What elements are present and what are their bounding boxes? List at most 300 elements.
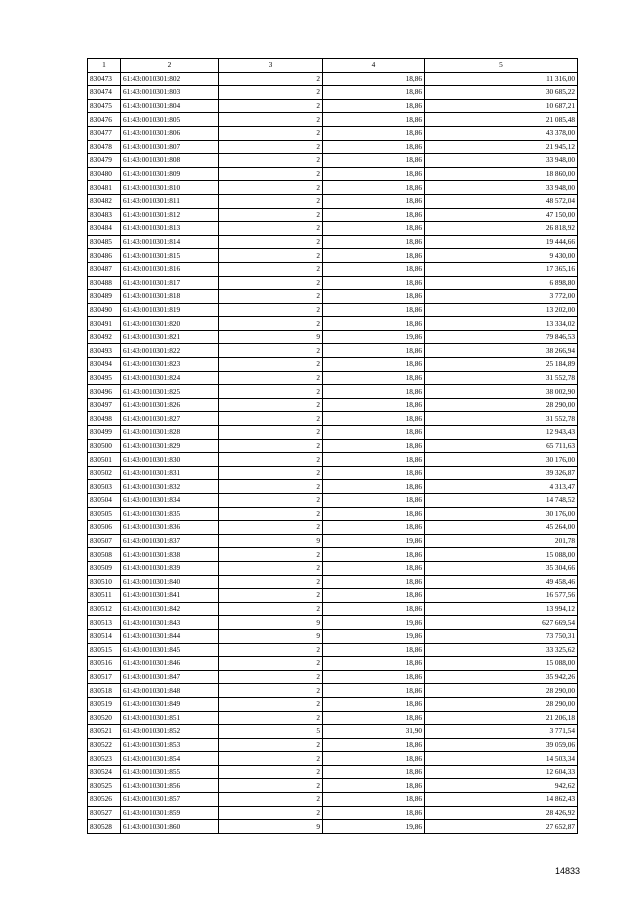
cadastral-number-cell: 61:43:0010301:838 — [121, 548, 219, 562]
column-4-cell: 18,86 — [323, 344, 425, 358]
table-row — [88, 616, 578, 630]
column-4-cell: 31,90 — [323, 725, 425, 739]
cadastral-number-cell: 61:43:0010301:828 — [121, 426, 219, 440]
table-row — [88, 643, 578, 657]
row-id-cell: 830479 — [88, 154, 121, 168]
row-id-cell: 830493 — [88, 344, 121, 358]
cadastral-number-cell: 61:43:0010301:823 — [121, 358, 219, 372]
row-id-cell: 830509 — [88, 561, 121, 575]
column-5-cell: 18 860,00 — [425, 167, 578, 181]
cadastral-number-cell: 61:43:0010301:817 — [121, 276, 219, 290]
column-4-cell: 18,86 — [323, 684, 425, 698]
table-row — [88, 684, 578, 698]
cadastral-number-cell: 61:43:0010301:830 — [121, 453, 219, 467]
column-4-cell: 18,86 — [323, 480, 425, 494]
column-3-cell: 2 — [219, 398, 323, 412]
column-5-cell: 79 846,53 — [425, 330, 578, 344]
column-4-cell: 18,86 — [323, 657, 425, 671]
cadastral-number-cell: 61:43:0010301:835 — [121, 507, 219, 521]
column-4-cell: 18,86 — [323, 793, 425, 807]
column-5-cell: 3 772,00 — [425, 290, 578, 304]
row-id-cell: 830527 — [88, 806, 121, 820]
table-row — [88, 86, 578, 100]
column-5-cell: 28 426,92 — [425, 806, 578, 820]
cadastral-number-cell: 61:43:0010301:832 — [121, 480, 219, 494]
table-row — [88, 602, 578, 616]
column-4-cell: 18,86 — [323, 249, 425, 263]
cadastral-number-cell: 61:43:0010301:822 — [121, 344, 219, 358]
row-id-cell: 830473 — [88, 72, 121, 86]
column-5-cell: 48 572,04 — [425, 194, 578, 208]
cadastral-number-cell: 61:43:0010301:853 — [121, 738, 219, 752]
column-3-cell: 2 — [219, 453, 323, 467]
column-5-cell: 33 325,62 — [425, 643, 578, 657]
row-id-cell: 830525 — [88, 779, 121, 793]
column-4-cell: 18,86 — [323, 697, 425, 711]
row-id-cell: 830514 — [88, 629, 121, 643]
column-5-cell: 39 326,87 — [425, 466, 578, 480]
column-5-cell: 627 669,54 — [425, 616, 578, 630]
table-row — [88, 126, 578, 140]
row-id-cell: 830502 — [88, 466, 121, 480]
column-3-cell: 2 — [219, 589, 323, 603]
row-id-cell: 830474 — [88, 86, 121, 100]
cadastral-number-cell: 61:43:0010301:824 — [121, 371, 219, 385]
cadastral-number-cell: 61:43:0010301:814 — [121, 235, 219, 249]
column-4-cell: 18,86 — [323, 548, 425, 562]
column-5-cell: 17 365,16 — [425, 262, 578, 276]
column-5-cell: 33 948,00 — [425, 154, 578, 168]
table-row — [88, 330, 578, 344]
table-row — [88, 575, 578, 589]
column-3-cell: 2 — [219, 262, 323, 276]
cadastral-number-cell: 61:43:0010301:807 — [121, 140, 219, 154]
cadastral-number-cell: 61:43:0010301:859 — [121, 806, 219, 820]
row-id-cell: 830491 — [88, 317, 121, 331]
row-id-cell: 830477 — [88, 126, 121, 140]
column-4-cell: 18,86 — [323, 303, 425, 317]
column-4-cell: 19,86 — [323, 820, 425, 834]
row-id-cell: 830522 — [88, 738, 121, 752]
column-3-cell: 2 — [219, 194, 323, 208]
column-4-cell: 18,86 — [323, 602, 425, 616]
cadastral-number-cell: 61:43:0010301:836 — [121, 521, 219, 535]
column-5-cell: 31 552,78 — [425, 371, 578, 385]
column-5-cell: 38 002,90 — [425, 385, 578, 399]
row-id-cell: 830488 — [88, 276, 121, 290]
table-row — [88, 222, 578, 236]
cadastral-number-cell: 61:43:0010301:855 — [121, 765, 219, 779]
table-row — [88, 453, 578, 467]
column-4-cell: 18,86 — [323, 765, 425, 779]
column-4-cell: 18,86 — [323, 113, 425, 127]
row-id-cell: 830510 — [88, 575, 121, 589]
column-3-cell: 2 — [219, 86, 323, 100]
column-5-cell: 28 290,00 — [425, 684, 578, 698]
column-4-cell: 18,86 — [323, 426, 425, 440]
column-5-cell: 19 444,66 — [425, 235, 578, 249]
row-id-cell: 830483 — [88, 208, 121, 222]
table-row — [88, 371, 578, 385]
column-3-cell: 2 — [219, 412, 323, 426]
column-5-cell: 16 577,56 — [425, 589, 578, 603]
column-4-cell: 18,86 — [323, 99, 425, 113]
cadastral-number-cell: 61:43:0010301:842 — [121, 602, 219, 616]
column-4-cell: 18,86 — [323, 711, 425, 725]
table-row — [88, 303, 578, 317]
table-row — [88, 779, 578, 793]
column-5-cell: 21 085,48 — [425, 113, 578, 127]
column-5-cell: 13 202,00 — [425, 303, 578, 317]
column-3-cell: 9 — [219, 820, 323, 834]
row-id-cell: 830516 — [88, 657, 121, 671]
table-row — [88, 317, 578, 331]
column-3-cell: 2 — [219, 466, 323, 480]
column-5-cell: 12 604,33 — [425, 765, 578, 779]
table-row — [88, 344, 578, 358]
cadastral-number-cell: 61:43:0010301:806 — [121, 126, 219, 140]
column-4-cell: 18,86 — [323, 398, 425, 412]
column-4-cell: 18,86 — [323, 806, 425, 820]
table-row — [88, 412, 578, 426]
column-header: 4 — [323, 59, 425, 73]
row-id-cell: 830494 — [88, 358, 121, 372]
table-row — [88, 99, 578, 113]
column-3-cell: 2 — [219, 167, 323, 181]
cadastral-number-cell: 61:43:0010301:848 — [121, 684, 219, 698]
table-row — [88, 752, 578, 766]
row-id-cell: 830498 — [88, 412, 121, 426]
column-5-cell: 27 652,87 — [425, 820, 578, 834]
column-4-cell: 18,86 — [323, 643, 425, 657]
column-5-cell: 39 059,06 — [425, 738, 578, 752]
column-3-cell: 2 — [219, 765, 323, 779]
column-5-cell: 4 313,47 — [425, 480, 578, 494]
row-id-cell: 830520 — [88, 711, 121, 725]
row-id-cell: 830515 — [88, 643, 121, 657]
cadastral-number-cell: 61:43:0010301:856 — [121, 779, 219, 793]
column-5-cell: 33 948,00 — [425, 181, 578, 195]
table-row — [88, 657, 578, 671]
row-id-cell: 830504 — [88, 494, 121, 508]
table-row — [88, 820, 578, 834]
column-4-cell: 18,86 — [323, 738, 425, 752]
column-5-cell: 30 176,00 — [425, 507, 578, 521]
column-5-cell: 65 711,63 — [425, 439, 578, 453]
column-3-cell: 2 — [219, 439, 323, 453]
column-5-cell: 942,62 — [425, 779, 578, 793]
row-id-cell: 830526 — [88, 793, 121, 807]
cadastral-number-cell: 61:43:0010301:816 — [121, 262, 219, 276]
row-id-cell: 830480 — [88, 167, 121, 181]
cadastral-number-cell: 61:43:0010301:834 — [121, 494, 219, 508]
column-5-cell: 12 943,43 — [425, 426, 578, 440]
row-id-cell: 830523 — [88, 752, 121, 766]
column-3-cell: 2 — [219, 806, 323, 820]
cadastral-number-cell: 61:43:0010301:821 — [121, 330, 219, 344]
column-3-cell: 2 — [219, 738, 323, 752]
row-id-cell: 830512 — [88, 602, 121, 616]
table-row — [88, 507, 578, 521]
row-id-cell: 830490 — [88, 303, 121, 317]
table-row — [88, 711, 578, 725]
row-id-cell: 830508 — [88, 548, 121, 562]
row-id-cell: 830496 — [88, 385, 121, 399]
cadastral-number-cell: 61:43:0010301:811 — [121, 194, 219, 208]
cadastral-number-cell: 61:43:0010301:803 — [121, 86, 219, 100]
table-row — [88, 534, 578, 548]
table-row — [88, 140, 578, 154]
table-row — [88, 793, 578, 807]
table-row — [88, 738, 578, 752]
table-body — [88, 72, 578, 833]
column-4-cell: 18,86 — [323, 589, 425, 603]
column-4-cell: 18,86 — [323, 86, 425, 100]
cadastral-number-cell: 61:43:0010301:839 — [121, 561, 219, 575]
column-3-cell: 2 — [219, 290, 323, 304]
column-5-cell: 14 862,43 — [425, 793, 578, 807]
cadastral-number-cell: 61:43:0010301:827 — [121, 412, 219, 426]
column-4-cell: 18,86 — [323, 126, 425, 140]
column-5-cell: 45 264,00 — [425, 521, 578, 535]
table-row — [88, 806, 578, 820]
column-4-cell: 18,86 — [323, 72, 425, 86]
cadastral-number-cell: 61:43:0010301:845 — [121, 643, 219, 657]
column-4-cell: 19,86 — [323, 330, 425, 344]
column-3-cell: 2 — [219, 235, 323, 249]
column-4-cell: 18,86 — [323, 521, 425, 535]
column-4-cell: 18,86 — [323, 752, 425, 766]
data-table — [87, 58, 578, 834]
cadastral-number-cell: 61:43:0010301:847 — [121, 670, 219, 684]
column-4-cell: 18,86 — [323, 670, 425, 684]
column-5-cell: 47 150,00 — [425, 208, 578, 222]
column-3-cell: 2 — [219, 358, 323, 372]
column-5-cell: 11 316,00 — [425, 72, 578, 86]
table-row — [88, 629, 578, 643]
table-row — [88, 262, 578, 276]
column-5-cell: 30 685,22 — [425, 86, 578, 100]
row-id-cell: 830485 — [88, 235, 121, 249]
column-3-cell: 2 — [219, 752, 323, 766]
column-5-cell: 14 748,52 — [425, 494, 578, 508]
column-3-cell: 2 — [219, 385, 323, 399]
cadastral-number-cell: 61:43:0010301:852 — [121, 725, 219, 739]
column-4-cell: 18,86 — [323, 453, 425, 467]
column-3-cell: 2 — [219, 140, 323, 154]
row-id-cell: 830505 — [88, 507, 121, 521]
cadastral-number-cell: 61:43:0010301:846 — [121, 657, 219, 671]
table-row — [88, 765, 578, 779]
column-4-cell: 18,86 — [323, 466, 425, 480]
column-3-cell: 2 — [219, 344, 323, 358]
column-5-cell: 9 430,00 — [425, 249, 578, 263]
column-5-cell: 49 458,46 — [425, 575, 578, 589]
column-3-cell: 2 — [219, 643, 323, 657]
column-5-cell: 14 503,34 — [425, 752, 578, 766]
column-3-cell: 2 — [219, 480, 323, 494]
column-3-cell: 2 — [219, 711, 323, 725]
row-id-cell: 830481 — [88, 181, 121, 195]
column-4-cell: 18,86 — [323, 371, 425, 385]
column-5-cell: 15 088,00 — [425, 657, 578, 671]
row-id-cell: 830513 — [88, 616, 121, 630]
table-row — [88, 72, 578, 86]
table-row — [88, 235, 578, 249]
column-5-cell: 21 945,12 — [425, 140, 578, 154]
column-4-cell: 18,86 — [323, 154, 425, 168]
column-3-cell: 2 — [219, 113, 323, 127]
column-4-cell: 18,86 — [323, 181, 425, 195]
column-4-cell: 18,86 — [323, 561, 425, 575]
cadastral-number-cell: 61:43:0010301:804 — [121, 99, 219, 113]
column-3-cell: 2 — [219, 303, 323, 317]
column-3-cell: 2 — [219, 684, 323, 698]
table-row — [88, 398, 578, 412]
cadastral-number-cell: 61:43:0010301:805 — [121, 113, 219, 127]
column-5-cell: 6 898,80 — [425, 276, 578, 290]
row-id-cell: 830497 — [88, 398, 121, 412]
table-row — [88, 589, 578, 603]
table-row — [88, 276, 578, 290]
column-3-cell: 2 — [219, 72, 323, 86]
column-4-cell: 18,86 — [323, 575, 425, 589]
cadastral-number-cell: 61:43:0010301:808 — [121, 154, 219, 168]
table-row — [88, 439, 578, 453]
row-id-cell: 830492 — [88, 330, 121, 344]
column-header: 2 — [121, 59, 219, 73]
column-5-cell: 21 206,18 — [425, 711, 578, 725]
row-id-cell: 830517 — [88, 670, 121, 684]
row-id-cell: 830507 — [88, 534, 121, 548]
cadastral-number-cell: 61:43:0010301:820 — [121, 317, 219, 331]
table-row — [88, 670, 578, 684]
column-header: 3 — [219, 59, 323, 73]
cadastral-number-cell: 61:43:0010301:819 — [121, 303, 219, 317]
column-5-cell: 25 184,89 — [425, 358, 578, 372]
table-row — [88, 548, 578, 562]
cadastral-number-cell: 61:43:0010301:843 — [121, 616, 219, 630]
column-3-cell: 2 — [219, 222, 323, 236]
row-id-cell: 830486 — [88, 249, 121, 263]
column-5-cell: 35 942,26 — [425, 670, 578, 684]
column-3-cell: 2 — [219, 154, 323, 168]
column-header: 1 — [88, 59, 121, 73]
column-3-cell: 5 — [219, 725, 323, 739]
table-row — [88, 725, 578, 739]
column-3-cell: 2 — [219, 249, 323, 263]
table-row — [88, 494, 578, 508]
column-4-cell: 18,86 — [323, 779, 425, 793]
cadastral-number-cell: 61:43:0010301:812 — [121, 208, 219, 222]
column-3-cell: 9 — [219, 330, 323, 344]
column-4-cell: 18,86 — [323, 507, 425, 521]
column-4-cell: 18,86 — [323, 412, 425, 426]
column-3-cell: 9 — [219, 534, 323, 548]
column-3-cell: 2 — [219, 561, 323, 575]
column-5-cell: 13 994,12 — [425, 602, 578, 616]
cadastral-number-cell: 61:43:0010301:813 — [121, 222, 219, 236]
column-5-cell: 26 818,92 — [425, 222, 578, 236]
column-3-cell: 2 — [219, 181, 323, 195]
column-3-cell: 9 — [219, 629, 323, 643]
table-row — [88, 290, 578, 304]
column-3-cell: 2 — [219, 426, 323, 440]
column-3-cell: 2 — [219, 317, 323, 331]
page-number: 14833 — [555, 866, 581, 876]
column-5-cell: 201,78 — [425, 534, 578, 548]
cadastral-number-cell: 61:43:0010301:849 — [121, 697, 219, 711]
row-id-cell: 830503 — [88, 480, 121, 494]
table-row — [88, 697, 578, 711]
row-id-cell: 830484 — [88, 222, 121, 236]
column-4-cell: 18,86 — [323, 385, 425, 399]
cadastral-number-cell: 61:43:0010301:826 — [121, 398, 219, 412]
column-5-cell: 38 266,94 — [425, 344, 578, 358]
row-id-cell: 830511 — [88, 589, 121, 603]
column-4-cell: 18,86 — [323, 439, 425, 453]
cadastral-number-cell: 61:43:0010301:810 — [121, 181, 219, 195]
column-3-cell: 2 — [219, 602, 323, 616]
table-row — [88, 167, 578, 181]
row-id-cell: 830524 — [88, 765, 121, 779]
column-3-cell: 2 — [219, 208, 323, 222]
column-3-cell: 2 — [219, 548, 323, 562]
column-5-cell: 43 378,00 — [425, 126, 578, 140]
table-row — [88, 561, 578, 575]
column-3-cell: 2 — [219, 779, 323, 793]
column-4-cell: 18,86 — [323, 208, 425, 222]
column-3-cell: 2 — [219, 494, 323, 508]
table-row — [88, 385, 578, 399]
column-3-cell: 2 — [219, 521, 323, 535]
cadastral-number-cell: 61:43:0010301:860 — [121, 820, 219, 834]
column-5-cell: 13 334,02 — [425, 317, 578, 331]
column-3-cell: 2 — [219, 657, 323, 671]
cadastral-number-cell: 61:43:0010301:829 — [121, 439, 219, 453]
table-row — [88, 466, 578, 480]
column-4-cell: 18,86 — [323, 222, 425, 236]
row-id-cell: 830500 — [88, 439, 121, 453]
column-5-cell: 15 088,00 — [425, 548, 578, 562]
cadastral-number-cell: 61:43:0010301:809 — [121, 167, 219, 181]
column-4-cell: 18,86 — [323, 194, 425, 208]
cadastral-number-cell: 61:43:0010301:837 — [121, 534, 219, 548]
row-id-cell: 830489 — [88, 290, 121, 304]
column-4-cell: 18,86 — [323, 317, 425, 331]
row-id-cell: 830475 — [88, 99, 121, 113]
row-id-cell: 830487 — [88, 262, 121, 276]
column-4-cell: 18,86 — [323, 167, 425, 181]
table-row — [88, 358, 578, 372]
column-4-cell: 18,86 — [323, 290, 425, 304]
column-3-cell: 2 — [219, 697, 323, 711]
row-id-cell: 830501 — [88, 453, 121, 467]
table-row — [88, 521, 578, 535]
cadastral-number-cell: 61:43:0010301:857 — [121, 793, 219, 807]
column-4-cell: 18,86 — [323, 262, 425, 276]
table-row — [88, 249, 578, 263]
table-row — [88, 480, 578, 494]
column-3-cell: 2 — [219, 793, 323, 807]
column-3-cell: 9 — [219, 616, 323, 630]
row-id-cell: 830528 — [88, 820, 121, 834]
cadastral-number-cell: 61:43:0010301:851 — [121, 711, 219, 725]
row-id-cell: 830478 — [88, 140, 121, 154]
header-row — [88, 59, 578, 73]
row-id-cell: 830518 — [88, 684, 121, 698]
column-5-cell: 30 176,00 — [425, 453, 578, 467]
